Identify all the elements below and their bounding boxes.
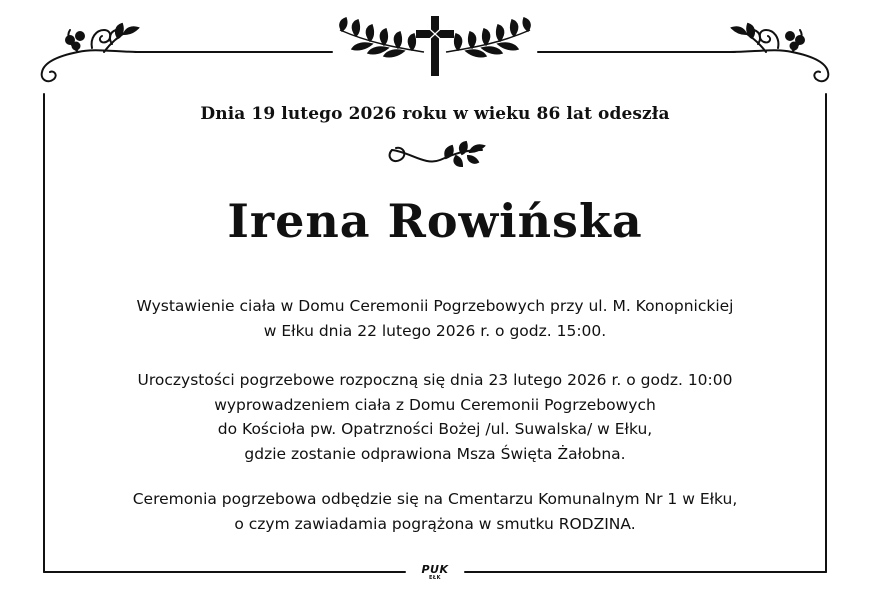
viewing-paragraph bbox=[0, 294, 870, 343]
olive-branch-divider-icon bbox=[390, 142, 484, 166]
flourish-left-icon bbox=[42, 24, 140, 81]
text-line: w Ełku dnia 22 lutego 2026 r. o godz. 15:00. bbox=[263, 321, 607, 340]
text-line: Wystawienie ciała w Domu Ceremonii Pogrzebowych przy ul. M. Konopnickiej bbox=[136, 297, 734, 315]
death-date-heading: Dnia 19 lutego 2026 roku w wieku 86 lat odeszła bbox=[200, 104, 670, 124]
text-line: gdzie zostanie odprawiona Msza Święta Żałobna. bbox=[244, 444, 626, 463]
logo-main-text: PUK bbox=[421, 563, 449, 576]
deceased-name: Irena Rowińska bbox=[227, 194, 643, 248]
logo-sub-text: EŁK bbox=[428, 575, 441, 581]
text-line: wyprowadzeniem ciała z Domu Ceremonii Pogrzebowych bbox=[214, 395, 656, 414]
text-line: Ceremonia pogrzebowa odbędzie się na Cmentarzu Komunalnym Nr 1 w Ełku, bbox=[132, 490, 738, 508]
flourish-right-icon bbox=[730, 24, 828, 81]
text-line: o czym zawiadamia pogrążona w smutku RODZINA. bbox=[234, 514, 636, 533]
cross-with-olive-branches-icon bbox=[340, 16, 530, 76]
puk-logo bbox=[411, 564, 459, 581]
burial-paragraph bbox=[0, 487, 870, 536]
text-line: do Kościoła pw. Opatrzności Bożej /ul. Suwalska/ w Ełku, bbox=[217, 420, 653, 438]
ceremony-paragraph bbox=[0, 368, 870, 466]
text-line: Uroczystości pogrzebowe rozpoczną się dnia 23 lutego 2026 r. o godz. 10:00 bbox=[137, 371, 733, 389]
